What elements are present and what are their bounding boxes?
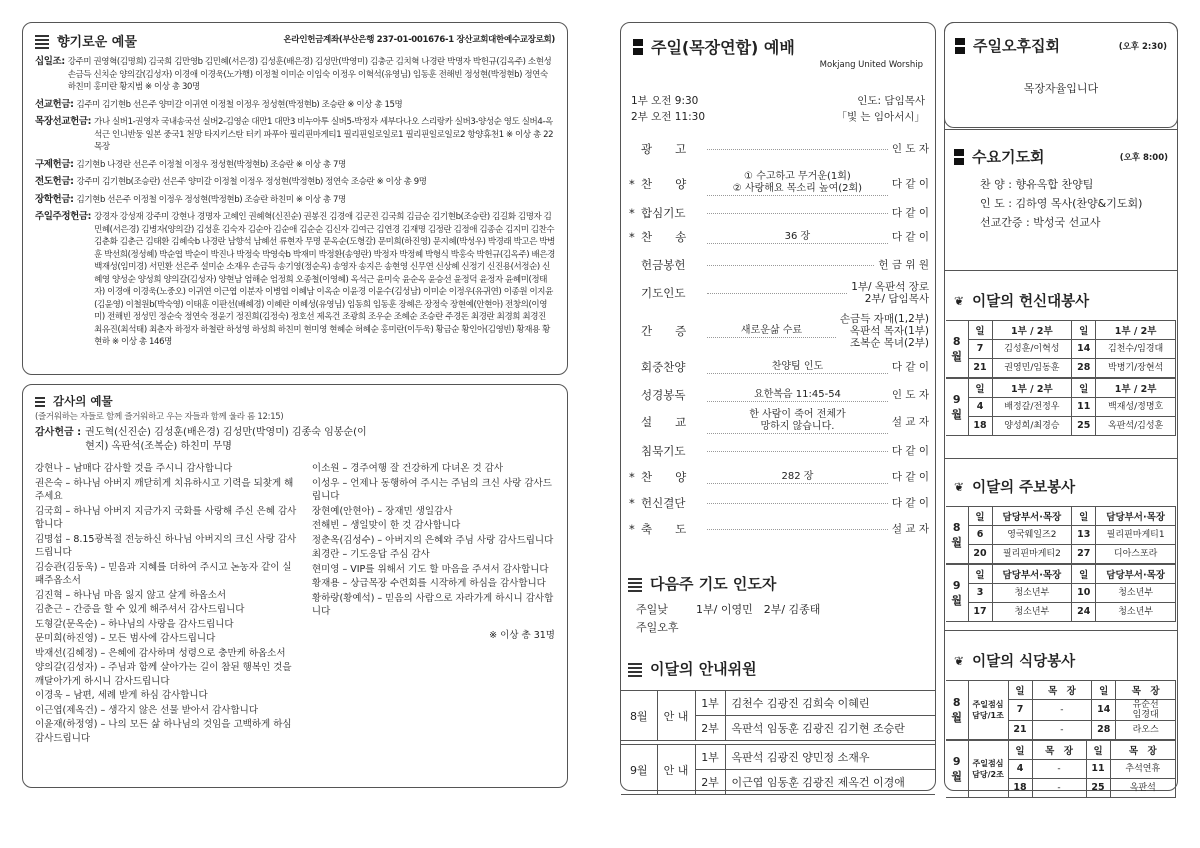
bulletin-cell: 10 (1072, 584, 1096, 603)
devotion-title: 이달의 헌신대봉사 (972, 294, 1090, 310)
bulletin-row (946, 584, 1176, 603)
bulletin-row (946, 526, 1176, 545)
thanks-note: 권은숙 – 하나님 아버지 깨닫히게 치유하시고 기력을 되찾게 해주세요 (35, 477, 294, 502)
devotion-cell: 21 (968, 359, 992, 378)
order-item: 성경봉독 (641, 388, 686, 402)
devotion-row (946, 398, 1176, 417)
kitchen-cell: - (1032, 779, 1086, 798)
worship-subtitle: Mokjang United Worship (819, 60, 923, 70)
offering-entry-label: 선교헌금: (35, 98, 74, 110)
ushers-title: 이달의 안내위원 (650, 660, 757, 678)
order-item: 침묵기도 (641, 444, 686, 458)
order-row (629, 469, 929, 485)
kitchen-cell: - (1032, 700, 1092, 721)
usher-row (621, 691, 935, 716)
order-detail: 한 사람이 죽어 전체가 망하지 않습니다. (707, 409, 888, 434)
bulletin-row (946, 545, 1176, 564)
wednesday-line: 선교간증 : 박성국 선교사 (980, 216, 1101, 229)
thanks-note: 정춘옥(김성수) – 아버지의 은혜와 주님 사랑 감사드립니다 (311, 534, 554, 546)
order-item: 헌신결단 (641, 496, 686, 510)
order-detail: 새로운삶 수료 (707, 325, 836, 338)
devotion-cell: 김성훈/이혁성 (992, 340, 1072, 359)
bulletin-cell: 17 (968, 603, 992, 622)
kitchen-title: 이달의 식당봉사 (972, 654, 1076, 670)
order-detail (707, 529, 888, 530)
thanks-note: 이경욱 – 남편, 세례 받게 하심 감사합니다 (35, 690, 208, 701)
usher-part: 2부 (695, 716, 725, 741)
kitchen-header-row (946, 681, 1176, 700)
thanks-notes (23, 456, 567, 746)
next-prayer-row-afternoon (636, 619, 820, 637)
thanks-verse: (즐거워하는 자들로 함께 즐거워하고 우는 자들과 함께 울라 롬 12:15) (35, 412, 284, 422)
kitchen-cell: 옥판석 (1110, 779, 1175, 798)
worship-title-group (621, 23, 935, 60)
offering-entry-names: 강주미 김기현b(조승란) 선은주 양미갈 이정철 이정우 정성현(박정현b) 정연숙 조승란 ※ 이상 총 9명 (76, 177, 427, 187)
devotion-cell: 김천수/임경대 (1096, 340, 1176, 359)
bulletin-cell: 청소년부 (992, 603, 1072, 622)
usher-names: 옥판석 김광진 양민정 소재우 (725, 745, 935, 770)
offering-entry-names: 김기현b 선은주 이정철 이정우 정성현(박정현b) 조승란 하친미 ※ 이상 총 7명 (76, 194, 346, 205)
devotion-row (946, 340, 1176, 359)
usher-names: 김천수 김광진 김희숙 이혜린 (725, 691, 935, 716)
order-row (629, 443, 929, 459)
order-leader: 다 같 이 (891, 471, 929, 483)
usher-part: 1부 (695, 691, 725, 716)
order-detail: 요한복음 11:45-54 (707, 389, 888, 402)
kitchen-header-cell: 일 (1008, 681, 1032, 700)
kitchen-cell: - (1032, 721, 1092, 740)
bulletin-header-row (946, 507, 1176, 526)
order-item: 간 증 (641, 324, 687, 338)
kitchen-month: 9월 (946, 741, 968, 798)
devotion-cell: 백재성/정명호 (1096, 398, 1176, 417)
order-detail (707, 149, 888, 150)
thanks-note: 전해빈 – 생일맞이 한 것 감사합니다 (311, 520, 461, 531)
ushers-title-group (628, 658, 757, 679)
bulletin-month: 9월 (946, 565, 968, 622)
next-prayer-value: 1부/ 이영민 2부/ 김종태 (696, 603, 821, 616)
thanks-note: 이소원 – 경주여행 잘 건강하게 다녀온 것 감사 (311, 463, 503, 474)
devotion-month-table (946, 378, 1176, 436)
offering-entry (35, 116, 555, 154)
devotion-month: 8월 (946, 321, 968, 378)
devotion-cell: 4 (968, 398, 992, 417)
order-leader: 다 같 이 (891, 445, 929, 457)
offering-entry-label: 십일조: (35, 56, 65, 67)
usher-month: 8월 (621, 691, 657, 741)
thanks-offering-names: 권도혁(신진순) 김성훈(배은경) 김성만(박영미) 김종숙 임봉순(이현지) 옥판석(조복순) 하친미 무명 (85, 427, 367, 452)
service-2-time: 2부 오전 11:30 (631, 111, 706, 123)
offering-entry (35, 176, 555, 189)
online-account: 온라인헌금계좌(부산은행 237-01-001676-1 장산교회대한예수교장로회) (283, 35, 555, 45)
wednesday-line: 찬 양 : 향유옥합 찬양팀 (980, 178, 1094, 191)
divider (944, 458, 1178, 459)
offering-entry (35, 99, 555, 112)
order-row (629, 257, 929, 273)
devotion-header-cell: 일 (968, 379, 992, 398)
bulletin-cell: 필리핀마게티2 (992, 545, 1072, 564)
order-detail (707, 451, 888, 452)
next-prayer-title-group (628, 573, 776, 594)
kitchen-title-group (954, 650, 1075, 671)
kitchen-lead-dept: 담당/2조 (972, 770, 1004, 779)
devotion-header-row (946, 379, 1176, 398)
bulletin-cell: 청소년부 (1096, 603, 1176, 622)
order-row (629, 409, 929, 434)
kitchen-month-table (946, 740, 1176, 798)
order-leader: 설 교 자 (891, 523, 929, 535)
divider (944, 270, 1178, 271)
leaf-icon: ❦ (954, 653, 965, 668)
wednesday-panel (944, 136, 1178, 246)
order-row (629, 495, 929, 511)
devotion-cell: 11 (1072, 398, 1096, 417)
worship-title: 주일(목장연합) 예배 (651, 38, 795, 57)
order-detail: ① 수고하고 무거운(1회) ② 사랑해요 목소리 높여(2회) (707, 171, 888, 196)
usher-part: 1부 (695, 745, 725, 770)
bulletin-header-cell: 일 (1072, 565, 1096, 584)
kitchen-cell: 라오스 (1116, 721, 1176, 740)
order-detail (707, 213, 888, 214)
usher-names: 옥판석 임동훈 김광진 김기현 조승란 (725, 716, 935, 741)
thanks-total: ※ 이상 총 31명 (489, 629, 555, 641)
offering-title: 향기로운 예물 (57, 35, 137, 50)
order-item: 기도인도 (641, 286, 686, 300)
thanks-note: 이근엽(제옥건) – 생각지 않은 선물 받아서 감사합니다 (35, 704, 258, 716)
kitchen-cell: 18 (1008, 779, 1032, 798)
order-leader: 다 같 이 (891, 177, 929, 190)
bulletin-header-row (946, 565, 1176, 584)
order-leader: 1부/ 옥판석 장로 2부/ 담임목사 (851, 281, 929, 305)
order-detail: 282 장 (707, 471, 888, 484)
wednesday-line: 인 도 : 김하영 목사(찬양&기도회) (980, 197, 1143, 210)
service-leader (836, 93, 925, 125)
afternoon-title: 주일오후집회 (973, 37, 1060, 55)
thanks-note: 김진혁 – 하나님 마음 잃지 않고 살게 하옵소서 (35, 589, 227, 601)
thanks-note: 현미영 – VIP를 위해서 기도 할 마음을 주셔서 감사합니다 (311, 563, 549, 575)
kitchen-cell: 추석연휴 (1110, 760, 1175, 779)
kitchen-header-cell: 목 장 (1110, 741, 1175, 760)
order-row (629, 141, 929, 157)
bulletin-header-cell: 담당부서·목장 (1096, 565, 1176, 584)
order-row (629, 521, 929, 537)
devotion-month-table (946, 320, 1176, 378)
afternoon-title-group (955, 35, 1060, 56)
next-prayer-rows (636, 601, 820, 637)
offering-entry-label: 장학헌금: (35, 193, 74, 205)
thanks-offering-row (23, 424, 567, 456)
bulletin-cell: 27 (1072, 545, 1096, 564)
next-prayer-label: 주일낮 (636, 603, 668, 616)
thanks-panel (22, 384, 568, 788)
bulletin-month-table (946, 506, 1176, 564)
offering-entry (35, 211, 555, 349)
kitchen-header-cell: 목 장 (1032, 741, 1086, 760)
kitchen-header-cell: 목 장 (1032, 681, 1092, 700)
usher-role: 안 내 (657, 691, 695, 741)
thanks-notes-col2 (312, 462, 555, 619)
bulletin-cell: 24 (1072, 603, 1096, 622)
devotion-cell: 배정갈/전정우 (992, 398, 1072, 417)
thanks-note: 김승관(김동욱) – 믿음과 지혜를 더하여 주시고 논농자 같이 실패주옵소서 (35, 561, 292, 586)
offering-entry (35, 159, 555, 172)
usher-month: 9월 (621, 745, 657, 795)
thanks-note: 이성우 – 언제나 동행하여 주시는 주님의 크신 사랑 감사드립니다 (311, 477, 552, 502)
usher-role: 안 내 (657, 745, 695, 795)
service-1-time: 1부 오전 9:30 (631, 95, 699, 107)
service-leader-1: 인도: 담임목사 (857, 95, 925, 107)
kitchen-lead (968, 681, 1008, 740)
order-star: * (629, 230, 635, 244)
bulletin-header-cell: 담당부서·목장 (992, 565, 1072, 584)
kitchen-lead-title: 주일점심 (972, 759, 1004, 768)
order-leader: 다 같 이 (891, 231, 929, 243)
order-detail (707, 265, 874, 266)
order-row (629, 387, 929, 403)
offering-entry-label: 주일주정헌금: (35, 211, 92, 222)
offering-panel (22, 22, 568, 375)
thanks-title: 감사의 예물 (53, 394, 113, 408)
kitchen-cell: 11 (1086, 760, 1110, 779)
bulletin-header-cell: 일 (968, 565, 992, 584)
section-bars-icon (628, 576, 642, 592)
order-row (629, 313, 929, 349)
afternoon-time: (오후 2:30) (1118, 41, 1167, 52)
order-row (629, 281, 929, 305)
thanks-note: 최경란 – 기도응답 주심 감사 (311, 549, 430, 560)
devotion-cell: 14 (1072, 340, 1096, 359)
order-row (629, 359, 929, 375)
wednesday-header (944, 136, 1178, 167)
thanks-offering-label: 감사헌금 : (35, 427, 82, 438)
order-star: * (629, 470, 635, 484)
order-item: 찬 송 (641, 230, 687, 244)
devotion-title-group (954, 290, 1089, 311)
bulletin-cell: 필리핀마게티1 (1096, 526, 1176, 545)
kitchen-lead (968, 741, 1008, 798)
usher-names: 이근엽 임동훈 김광진 제옥건 이경애 (725, 770, 935, 795)
kitchen-header-cell: 일 (1086, 741, 1110, 760)
divider (944, 630, 1178, 631)
section-bars-icon (628, 661, 642, 677)
order-star: * (629, 176, 635, 191)
order-star: * (629, 496, 635, 510)
next-prayer-title: 다음주 기도 인도자 (650, 575, 777, 593)
order-star: * (629, 522, 635, 536)
order-row (629, 205, 929, 221)
order-item: 축 도 (641, 522, 687, 536)
kitchen-lead-dept: 담당/1조 (972, 711, 1004, 720)
kitchen-cell: 4 (1008, 760, 1032, 779)
leaf-icon: ❦ (954, 293, 965, 308)
bulletin-cell: 3 (968, 584, 992, 603)
order-leader: 설 교 자 (891, 415, 929, 428)
offering-entry-names: 김주미 김기현b 선은주 양미갈 이귀연 이정철 이정우 정성현(박정현b) 조승란 ※ 이상 총 15명 (76, 99, 403, 110)
bulletin-cell: 13 (1072, 526, 1096, 545)
devotion-cell: 권영민/임동훈 (992, 359, 1072, 378)
thanks-note: 장현예(안현아) – 장재민 생일감사 (311, 505, 453, 517)
wednesday-title: 수요기도회 (972, 148, 1045, 166)
kitchen-month-table (946, 680, 1176, 740)
kitchen-header-row (946, 741, 1176, 760)
order-item: 찬 양 (641, 470, 687, 484)
bulletin-row (946, 603, 1176, 622)
devotion-row (946, 359, 1176, 378)
section-bars-icon (35, 395, 45, 407)
bulletin-cell: 6 (968, 526, 992, 545)
thanks-notes-col1 (35, 462, 298, 746)
thanks-note: 김춘근 – 간증을 할 수 있게 해주셔서 감사드립니다 (35, 604, 245, 615)
offering-entry-label: 구제헌금: (35, 158, 74, 170)
offering-entry (35, 56, 555, 94)
devotion-cell: 25 (1072, 417, 1096, 436)
afternoon-text: 목장자율입니다 (1023, 82, 1099, 95)
order-detail (707, 503, 888, 504)
thanks-note: 양의갈(김성자) – 주님과 함께 살아가는 길이 참된 행복인 것을 깨달아가게 하시니 감사드립니다 (35, 662, 292, 687)
section-bullet-icon (954, 149, 964, 165)
devotion-header-row (946, 321, 1176, 340)
kitchen-header-cell: 일 (1092, 681, 1116, 700)
order-leader: 인 도 자 (891, 143, 929, 155)
devotion-month: 9월 (946, 379, 968, 436)
usher-row (621, 745, 935, 770)
next-prayer-label: 주일오후 (636, 621, 679, 634)
thanks-note: 강현나 – 남매다 감사할 것을 주시니 감사합니다 (35, 463, 233, 474)
service-times (631, 93, 705, 125)
leaf-icon: ❦ (954, 479, 965, 494)
kitchen-cell: 유순선 임경대 (1116, 700, 1176, 721)
thanks-note: 문미희(하진영) – 모든 범사에 감사드립니다 (35, 633, 216, 644)
thanks-note: 김명섭 – 8.15광복절 전능하신 하나님 아버지의 크신 사랑 감사드립니다 (35, 533, 297, 558)
ushers-table (621, 690, 935, 795)
devotion-cell: 양성희/최경승 (992, 417, 1072, 436)
thanks-note: 박재선(김혜정) – 은혜에 감사하며 성령으로 충만케 하옵소서 (35, 647, 286, 659)
bulletin-month-table (946, 564, 1176, 622)
bulletin-cell: 영국웨일즈2 (992, 526, 1072, 545)
next-prayer-row-day (636, 601, 820, 619)
offering-list (23, 54, 567, 356)
wednesday-lines (944, 167, 1178, 232)
kitchen-cell: 25 (1086, 779, 1110, 798)
devotion-cell: 7 (968, 340, 992, 359)
afternoon-header (945, 23, 1177, 56)
usher-part: 2부 (695, 770, 725, 795)
order-detail: 찬양팀 인도 (707, 361, 888, 374)
bulletin-cell: 청소년부 (992, 584, 1072, 603)
afternoon-panel (944, 22, 1178, 128)
devotion-header-cell: 1부 / 2부 (992, 321, 1072, 340)
devotion-header-cell: 일 (1072, 379, 1096, 398)
thanks-title-group (23, 385, 567, 411)
kitchen-cell: - (1032, 760, 1086, 779)
kitchen-lead-title: 주일점심 (972, 700, 1004, 709)
devotion-header-cell: 1부 / 2부 (1096, 379, 1176, 398)
order-detail (707, 293, 847, 294)
offering-entry-names: 강경자 강성재 강주미 강현나 경명자 고혜인 권혜혁(신진순) 권봉진 김경애 김군진 김국희 김금순 김기현b(조승란) 김길화 김명자 김민혜(서은경) 김병자(양의갈) 김성훈 김숙자 김순아 김순애 김순순 김신자 김여근 김연경 김재명 김정란 김정애 김종순 김지미 김찬수 김춘화 김춘근 김태환 김혜숙b 나경란 남향석 남혜선 류현자 무명 문옥순(도형갈) 문미희(하진영) 문지혜(박성우) 박경래 박고은 박병훈 박선희(정성혜) 박순엽 박순이 박진나 박정숙 박영숙b 박재미 박정환(송영란) 박정자 박정혜 박형식 박홍숙 박헌규(김옥주) 배은경 백재성(임미경) 서민환 선은주 설미순 소재우 손금득 송기영(정순옥) 송영자 송지은 송현영 신무연 신상혜 신정기 신진용(서정순) 신혜영 양성순 양성희 양의갈(김성자) 양현남 엄해순 엄정희 오종철(이영혜) 옥석근 윤미숙 윤순옥 윤승선 윤정덕 윤정자 윤혜미(정태자) 이경애 이경욱(노중오) 이귀연 이근엽 이분자 이병엽 이혜남 이옥순 이윤경 이윤수(김성남) 이미순 이정우(유귀연) 이종원 이지윤(김윤영) 이철원b(박숙영) 이태훈 이판선(배혜경) 이혜란 이혜성(유영님) 임동희 임동훈 장혜은 장정숙 장현예(안현아) 전창의(이영미) 전해빈 정성민 정순숙 정연숙 정윤기 정진희(김정숙) 정호선 제옥건 조광희 조우순 조혜순 조승란 주경돈 최경란 최경희 최경진 최유진(최석태) 최춘자 하정자 하철란 하성영 하성희 하친미 현미영 현혜순 허혜순 홍미란(이두욱) 황금순 황인아(김영빈) 황재용 황현하 ※ 이상 총 146명 (94, 212, 555, 347)
offering-entry (35, 194, 555, 207)
order-item: 설 교 (641, 414, 687, 429)
devotion-header-cell: 일 (1072, 321, 1096, 340)
kitchen-cell: 14 (1092, 700, 1116, 721)
order-item: 헌금봉헌 (641, 258, 686, 272)
thanks-note: 이윤재(하정영) – 나의 모든 삶 하나님의 것임을 고백하게 하심 감사드립니다 (35, 719, 292, 744)
offering-entry-label: 목장선교헌금: (35, 116, 92, 127)
kitchen-cell: 21 (1008, 721, 1032, 740)
bulletin-header-cell: 담당부서·목장 (992, 507, 1072, 526)
divider (944, 129, 1178, 130)
thanks-note: 김국희 – 하나님 아버지 지금가지 국화를 사랑해 주신 은혜 감사합니다 (35, 505, 297, 530)
thanks-note: 도형갈(문옥순) – 하나님의 사랑을 감사드립니다 (35, 618, 234, 630)
thanks-note: 황하랑(황예석) – 믿음의 사람으로 자라가게 하시니 감사합니다 (311, 592, 554, 617)
wednesday-time: (오후 8:00) (1119, 152, 1168, 163)
kitchen-header-cell: 목 장 (1116, 681, 1176, 700)
kitchen-cell: 7 (1008, 700, 1032, 721)
offering-entry-names: 강주미 권영혁(김명희) 김국희 김만영b 김민혜(서은경) 김성훈(배은경) 김성만(박영미) 김충군 김치혁 나경란 박명자 박헌규(김옥주) 소현성 손금득 신치순 양의갈(김성자) 이경애 이경욱(노가행) 이정철 이미순 이임숙 이정우 이혁석(유영님) 임동훈 전해빈 정성현(박정현b) 정연숙 하친미 홍미란 황지범 ※ 이상 총 30명 (67, 57, 552, 92)
order-leader: 다 같 이 (891, 207, 929, 219)
order-leader: 헌 금 위 원 (878, 259, 929, 271)
order-leader: 손금득 자매(1,2부) 옥판석 목자(1부) 조복순 목녀(2부) (839, 313, 929, 349)
order-star: * (629, 206, 635, 220)
order-item: 찬 양 (641, 176, 687, 191)
kitchen-month: 8월 (946, 681, 968, 740)
order-item: 광 고 (641, 142, 687, 156)
bulletin-header-cell: 일 (968, 507, 992, 526)
kitchen-cell: 28 (1092, 721, 1116, 740)
service-leader-2: 「빛 는 임아서시」 (836, 111, 925, 123)
wednesday-title-group (954, 146, 1044, 167)
devotion-header-cell: 1부 / 2부 (992, 379, 1072, 398)
bulletin-cell: 20 (968, 545, 992, 564)
bulletin-month: 8월 (946, 507, 968, 564)
bulletin-title: 이달의 주보봉사 (972, 480, 1076, 496)
offering-entry-names: 가나 실버1-권영자 국내송국선 실버2-김영순 대만1 대만3 비누아투 실버5-박정자 세부다나오 스리랑카 실버3-양성순 영도 실버4-옥석근 인니반둥 일본 중국1 천망 타지키스탄 터키 파푸아 필리핀마게티1 필리핀일로일로1 필리핀일로일로2 항양휴천1 ※ 이상 총 22목장 (94, 117, 554, 152)
order-leader: 인 도 자 (891, 389, 929, 401)
order-item: 회중찬양 (641, 360, 686, 374)
order-leader: 다 같 이 (891, 361, 929, 373)
thanks-notes-col2-wrap (312, 462, 555, 746)
bulletin-cell: 디아스포라 (1096, 545, 1176, 564)
section-bars-icon (35, 33, 49, 49)
bulletin-title-group (954, 476, 1075, 497)
offering-title-group (35, 31, 137, 50)
bulletin-cell: 청소년부 (1096, 584, 1176, 603)
devotion-row (946, 417, 1176, 436)
section-bullet-icon (955, 38, 965, 54)
order-row (629, 229, 929, 245)
devotion-cell: 옥판석/김성훈 (1096, 417, 1176, 436)
devotion-cell: 박병기/장현석 (1096, 359, 1176, 378)
order-row (629, 171, 929, 196)
offering-entry-names: 김기현b 나경란 선은주 이정철 이정우 정성현(박정현b) 조승란 ※ 이상 총 7명 (76, 159, 346, 170)
offering-entry-label: 전도헌금: (35, 176, 74, 187)
kitchen-header-cell: 일 (1008, 741, 1032, 760)
devotion-cell: 18 (968, 417, 992, 436)
devotion-header-cell: 1부 / 2부 (1096, 321, 1176, 340)
order-item: 합심기도 (641, 206, 686, 220)
bulletin-header-cell: 담당부서·목장 (1096, 507, 1176, 526)
devotion-cell: 28 (1072, 359, 1096, 378)
section-bullet-icon (633, 39, 643, 55)
order-detail: 36 장 (707, 231, 888, 244)
devotion-header-cell: 일 (968, 321, 992, 340)
thanks-note: 황재용 – 상급목장 수련회를 시작하게 하심을 감사합니다 (311, 578, 546, 589)
bulletin-header-cell: 일 (1072, 507, 1096, 526)
order-leader: 다 같 이 (891, 497, 929, 509)
